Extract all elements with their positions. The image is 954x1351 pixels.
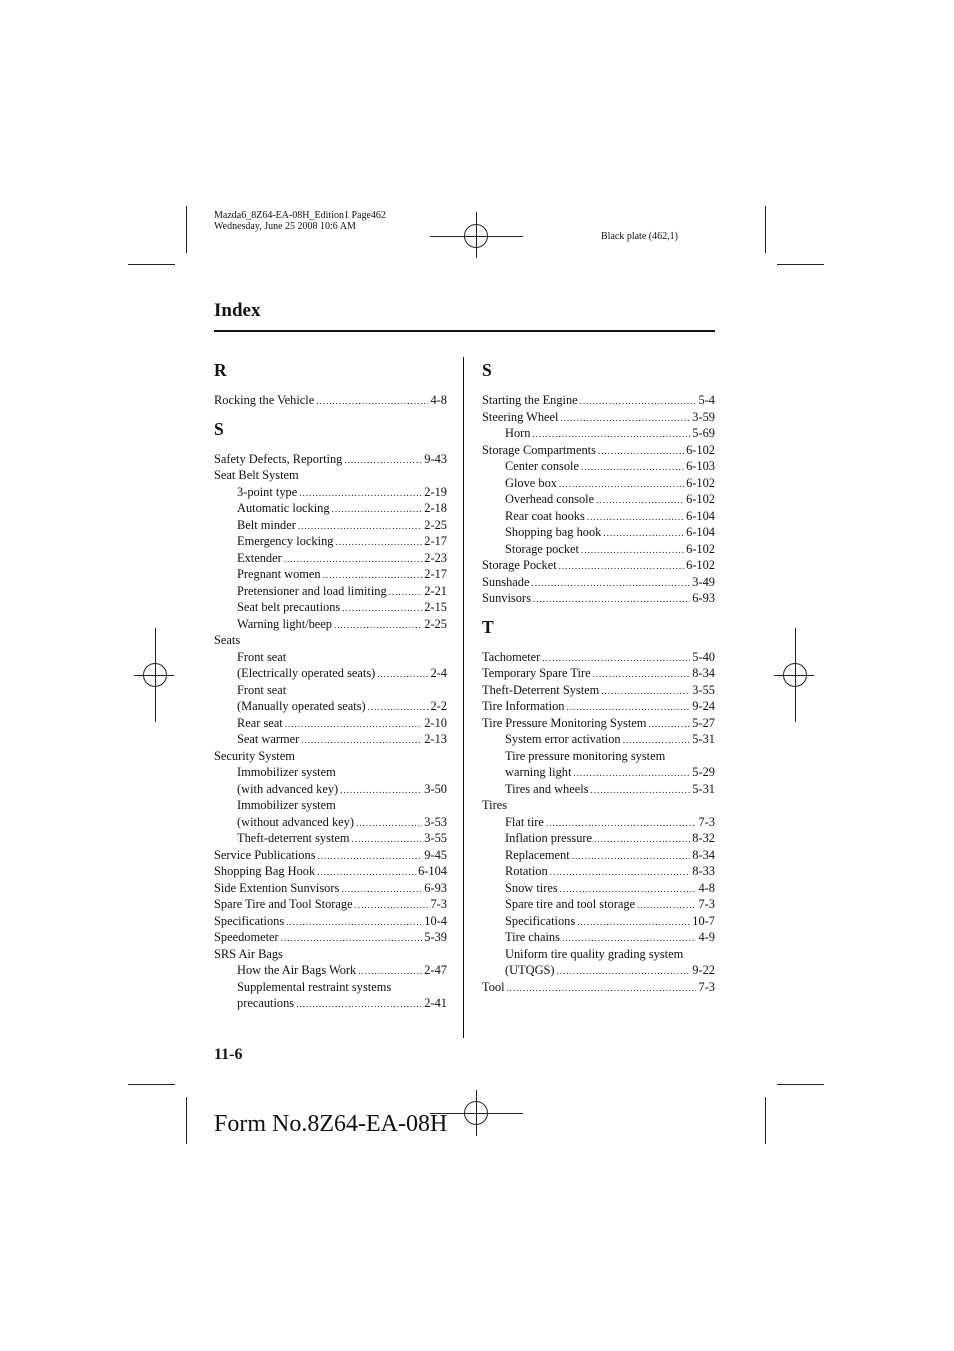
index-entry (482, 425, 715, 442)
crop-mark (186, 1097, 187, 1144)
entry-label: Warning light/beep (237, 616, 333, 631)
dot-leader (281, 929, 423, 946)
index-entry (482, 665, 715, 682)
dot-leader (532, 425, 690, 442)
index-entry (482, 979, 715, 996)
index-entry (214, 830, 447, 847)
entry-label: precautions (237, 996, 295, 1010)
index-entry (482, 524, 715, 541)
index-entry (214, 566, 447, 583)
entry-label: warning light (505, 765, 572, 779)
entry-page: 2-2 (430, 699, 447, 713)
index-entry (482, 797, 715, 814)
index-entry (482, 913, 715, 930)
entry-page: 2-4 (430, 666, 447, 680)
entry-label: Speedometer (214, 930, 279, 944)
entry-page: 6-102 (686, 541, 715, 556)
entry-label: Tires and wheels (505, 781, 589, 796)
entry-page: 9-43 (424, 451, 447, 466)
page-number: 11-6 (214, 1046, 243, 1063)
dot-leader (566, 698, 690, 715)
entry-label: Storage pocket (505, 541, 579, 556)
entry-label: Storage Compartments (482, 442, 596, 457)
section-letter: S (214, 418, 224, 439)
entry-label: Shopping Bag Hook (214, 864, 316, 878)
entry-page: 4-9 (698, 930, 715, 944)
entry-page: 2-23 (424, 550, 447, 565)
entry-page: 3-49 (692, 574, 715, 589)
entry-label: Automatic locking (237, 501, 330, 515)
index-entry (482, 896, 715, 913)
entry-label: Front seat (237, 649, 287, 664)
entry-label: Front seat (237, 682, 287, 697)
entry-page: 10-4 (424, 913, 447, 928)
entry-label: Seats (214, 633, 241, 647)
entry-label: Inflation pressure (505, 831, 593, 845)
plate-label: Black plate (462,1) (601, 231, 678, 242)
entry-page: 5-39 (424, 930, 447, 944)
index-entry (482, 946, 715, 963)
index-entry (214, 814, 447, 831)
entry-page: 5-29 (692, 765, 715, 779)
dot-leader (546, 814, 697, 831)
dot-leader (591, 781, 691, 798)
index-entry (482, 649, 715, 666)
index-entry (482, 962, 715, 979)
dot-leader (557, 962, 691, 979)
entry-page: 3-55 (692, 682, 715, 697)
index-entry (214, 682, 447, 699)
entry-page: 2-17 (424, 567, 447, 581)
entry-label: Immobilizer system (237, 798, 336, 812)
dot-leader (296, 995, 422, 1012)
dot-leader (601, 682, 690, 699)
dot-leader (356, 814, 422, 831)
entry-label: SRS Air Bags (214, 946, 283, 961)
index-entry (214, 748, 447, 765)
section-letter: S (482, 360, 492, 380)
dot-leader (542, 649, 690, 666)
index-entry (214, 583, 447, 600)
crop-mark (186, 206, 187, 253)
entry-page: 6-102 (686, 492, 715, 506)
index-entry (482, 491, 715, 508)
entry-label: Belt minder (237, 517, 296, 532)
dot-leader (559, 475, 684, 492)
entry-label: Temporary Spare Tire (482, 666, 591, 680)
crop-mark (777, 264, 824, 265)
dot-leader (580, 392, 697, 409)
dot-leader (596, 491, 684, 508)
dot-leader (587, 508, 684, 525)
entry-page: 5-4 (698, 393, 715, 407)
entry-label: Side Extention Sunvisors (214, 880, 340, 895)
index-entry (482, 764, 715, 781)
file-info-line2: Wednesday, June 25 2008 10:6 AM (214, 221, 356, 232)
entry-page: 5-27 (692, 715, 715, 730)
entry-page: 2-25 (424, 616, 447, 631)
entry-page: 8-34 (692, 847, 715, 862)
entry-label: Horn (505, 426, 531, 440)
entry-page: 7-3 (698, 979, 715, 994)
entry-label: Spare Tire and Tool Storage (214, 897, 353, 911)
entry-label: (without advanced key) (237, 814, 354, 829)
dot-leader (286, 913, 422, 930)
entry-label: Specifications (505, 913, 576, 928)
entry-page: 9-45 (424, 847, 447, 862)
entry-label: Tire pressure monitoring system (505, 748, 666, 763)
crop-mark (765, 1097, 766, 1144)
entry-page: 6-93 (692, 591, 715, 605)
registration-circle (464, 224, 488, 248)
dot-leader (323, 566, 423, 583)
dot-leader (572, 847, 691, 864)
entry-page: 6-102 (686, 558, 715, 572)
registration-circle (143, 663, 167, 687)
index-entry (214, 392, 447, 409)
entry-page: 2-41 (424, 996, 447, 1010)
index-entry (482, 541, 715, 558)
index-entry (214, 913, 447, 930)
entry-label: 3-point type (237, 484, 298, 499)
dot-leader (561, 409, 691, 426)
index-entry (214, 995, 447, 1012)
entry-page: 3-59 (692, 409, 715, 424)
index-entry (482, 458, 715, 475)
title-rule (214, 330, 715, 332)
entry-label: Supplemental restraint systems (237, 979, 392, 994)
entry-page: 3-50 (424, 781, 447, 796)
entry-page: 4-8 (430, 393, 447, 407)
entry-page: 6-102 (686, 475, 715, 490)
dot-leader (637, 896, 696, 913)
dot-leader (623, 731, 691, 748)
entry-page: 8-33 (692, 864, 715, 878)
form-number: Form No.8Z64-EA-08H (214, 1111, 448, 1137)
index-entry (482, 392, 715, 409)
index-entry (482, 715, 715, 732)
entry-page: 7-3 (430, 897, 447, 911)
entry-label: Sunvisors (482, 591, 531, 605)
entry-page: 6-102 (686, 442, 715, 457)
entry-label: Tachometer (482, 649, 541, 664)
entry-page: 2-17 (424, 534, 447, 548)
dot-leader (593, 665, 691, 682)
index-entry (214, 797, 447, 814)
crop-mark (128, 1084, 175, 1085)
entry-label: Rear seat (237, 715, 283, 730)
entry-page: 2-25 (424, 517, 447, 532)
dot-leader (299, 484, 422, 501)
dot-leader (560, 880, 697, 897)
index-entry (214, 665, 447, 682)
index-entry (214, 517, 447, 534)
index-entry (214, 698, 447, 715)
crop-mark (777, 1084, 824, 1085)
column-divider (463, 357, 464, 1038)
index-entry (214, 979, 447, 996)
dot-leader (550, 863, 691, 880)
entry-label: Rotation (505, 864, 548, 878)
entry-label: Storage Pocket (482, 558, 557, 572)
index-entry (482, 442, 715, 459)
entry-page: 3-55 (424, 831, 447, 845)
entry-label: Rear coat hooks (505, 508, 585, 523)
entry-page: 3-53 (424, 814, 447, 829)
index-entry (214, 715, 447, 732)
index-entry (214, 731, 447, 748)
entry-label: Pretensioner and load limiting (237, 583, 387, 598)
dot-leader (577, 913, 690, 930)
index-entry (482, 830, 715, 847)
entry-label: Rocking the Vehicle (214, 393, 315, 407)
entry-label: Steering Wheel (482, 409, 559, 424)
index-entry (214, 962, 447, 979)
index-column-right (482, 358, 715, 995)
section-letter: R (214, 360, 227, 380)
entry-label: Replacement (505, 847, 570, 862)
index-entry (214, 500, 447, 517)
file-info-line1: Mazda6_8Z64-EA-08H_Edition1 Page462 (214, 210, 386, 221)
entry-page: 2-13 (424, 732, 447, 746)
entry-label: Glove box (505, 475, 557, 490)
index-entry (214, 467, 447, 484)
entry-page: 10-7 (692, 913, 715, 928)
index-entry (482, 698, 715, 715)
entry-page: 2-21 (424, 583, 447, 598)
index-entry (482, 748, 715, 765)
entry-label: Overhead console (505, 492, 595, 506)
entry-label: (with advanced key) (237, 781, 339, 796)
dot-leader (368, 698, 429, 715)
entry-label: Snow tires (505, 880, 558, 895)
dot-leader (533, 590, 690, 607)
index-entry (482, 781, 715, 798)
index-entry (214, 616, 447, 633)
dot-leader (352, 830, 423, 847)
dot-leader (335, 533, 422, 550)
entry-label: (Electrically operated seats) (237, 666, 376, 680)
dot-leader (285, 715, 423, 732)
index-entry (482, 929, 715, 946)
entry-page: 5-31 (692, 732, 715, 746)
dot-leader (507, 979, 697, 996)
entry-label: Security System (214, 748, 295, 763)
entry-page: 6-104 (418, 864, 447, 878)
index-entry (214, 863, 447, 880)
entry-label: (UTQGS) (505, 963, 555, 977)
dot-leader (603, 524, 684, 541)
entry-label: Extender (237, 550, 282, 565)
dot-leader (318, 847, 423, 864)
index-entry (482, 863, 715, 880)
dot-leader (573, 764, 690, 781)
index-entry (482, 557, 715, 574)
entry-label: Specifications (214, 913, 285, 928)
crop-mark (128, 264, 175, 265)
entry-label: Service Publications (214, 847, 316, 862)
index-entry (482, 409, 715, 426)
entry-label: Emergency locking (237, 534, 334, 548)
dot-leader (581, 541, 684, 558)
index-entry (214, 781, 447, 798)
index-entry (482, 880, 715, 897)
entry-label: (Manually operated seats) (237, 699, 366, 713)
dot-leader (377, 665, 428, 682)
dot-leader (358, 962, 422, 979)
dot-leader (532, 574, 691, 591)
entry-page: 2-19 (424, 484, 447, 499)
index-entry (214, 533, 447, 550)
entry-label: How the Air Bags Work (237, 963, 357, 977)
entry-label: Center console (505, 459, 579, 473)
entry-page: 6-104 (686, 525, 715, 539)
entry-label: Tire Information (482, 699, 565, 713)
dot-leader (344, 451, 422, 468)
entry-label: Sunshade (482, 574, 530, 589)
index-entry (482, 590, 715, 607)
entry-page: 8-32 (692, 831, 715, 845)
entry-page: 8-34 (692, 666, 715, 680)
dot-leader (340, 781, 422, 798)
index-column-left (214, 358, 447, 1012)
index-entry (214, 946, 447, 963)
page-title: Index (214, 300, 261, 321)
index-entry (482, 731, 715, 748)
dot-leader (559, 557, 684, 574)
entry-page: 4-8 (698, 880, 715, 895)
dot-leader (298, 517, 422, 534)
entry-page: 2-47 (424, 963, 447, 977)
entry-label: Tool (482, 979, 505, 994)
crop-mark (765, 206, 766, 253)
index-entry (214, 484, 447, 501)
entry-label: Pregnant women (237, 567, 321, 581)
index-entry (214, 451, 447, 468)
entry-label: Flat tire (505, 814, 544, 829)
entry-label: System error activation (505, 732, 621, 746)
dot-leader (342, 599, 422, 616)
entry-page: 7-3 (698, 897, 715, 911)
index-entry (214, 929, 447, 946)
dot-leader (334, 616, 422, 633)
dot-leader (332, 500, 423, 517)
dot-leader (317, 863, 416, 880)
index-entry (482, 814, 715, 831)
index-entry (214, 649, 447, 666)
entry-page: 6-104 (686, 508, 715, 523)
entry-label: Seat warmer (237, 732, 300, 746)
entry-page: 5-69 (692, 426, 715, 440)
entry-label: Theft-deterrent system (237, 831, 350, 845)
entry-label: Uniform tire quality grading system (505, 946, 684, 961)
entry-label: Tires (482, 798, 508, 812)
entry-page: 2-15 (424, 600, 447, 614)
entry-page: 6-93 (424, 880, 447, 895)
dot-leader (284, 550, 423, 567)
dot-leader (648, 715, 690, 732)
entry-page: 5-31 (692, 781, 715, 796)
entry-label: Tire Pressure Monitoring System (482, 715, 647, 730)
entry-label: Spare tire and tool storage (505, 897, 636, 911)
index-entry (214, 599, 447, 616)
dot-leader (562, 929, 697, 946)
index-entry (214, 632, 447, 649)
dot-leader (594, 830, 690, 847)
entry-label: Seat belt precautions (237, 600, 341, 614)
entry-label: Seat Belt System (214, 468, 299, 482)
index-entry (214, 550, 447, 567)
index-entry (482, 574, 715, 591)
dot-leader (341, 880, 422, 897)
index-entry (214, 764, 447, 781)
dot-leader (301, 731, 422, 748)
dot-leader (598, 442, 684, 459)
entry-page: 9-22 (692, 963, 715, 977)
dot-leader (581, 458, 684, 475)
registration-circle (464, 1101, 488, 1125)
entry-page: 2-18 (424, 501, 447, 515)
index-entry (214, 847, 447, 864)
entry-page: 6-103 (686, 459, 715, 473)
index-entry (482, 847, 715, 864)
entry-page: 9-24 (692, 699, 715, 713)
section-letter: T (482, 616, 494, 637)
dot-leader (316, 392, 428, 409)
entry-page: 7-3 (698, 814, 715, 829)
index-entry (214, 896, 447, 913)
entry-label: Starting the Engine (482, 393, 578, 407)
entry-label: Theft-Deterrent System (482, 682, 600, 697)
entry-page: 5-40 (692, 649, 715, 664)
entry-label: Tire chains (505, 930, 560, 944)
index-entry (214, 880, 447, 897)
index-entry (482, 682, 715, 699)
dot-leader (389, 583, 423, 600)
entry-label: Shopping bag hook (505, 525, 602, 539)
index-entry (482, 475, 715, 492)
index-entry (482, 508, 715, 525)
registration-circle (783, 663, 807, 687)
entry-label: Safety Defects, Reporting (214, 451, 343, 466)
dot-leader (355, 896, 429, 913)
entry-label: Immobilizer system (237, 765, 336, 779)
entry-page: 2-10 (424, 715, 447, 730)
